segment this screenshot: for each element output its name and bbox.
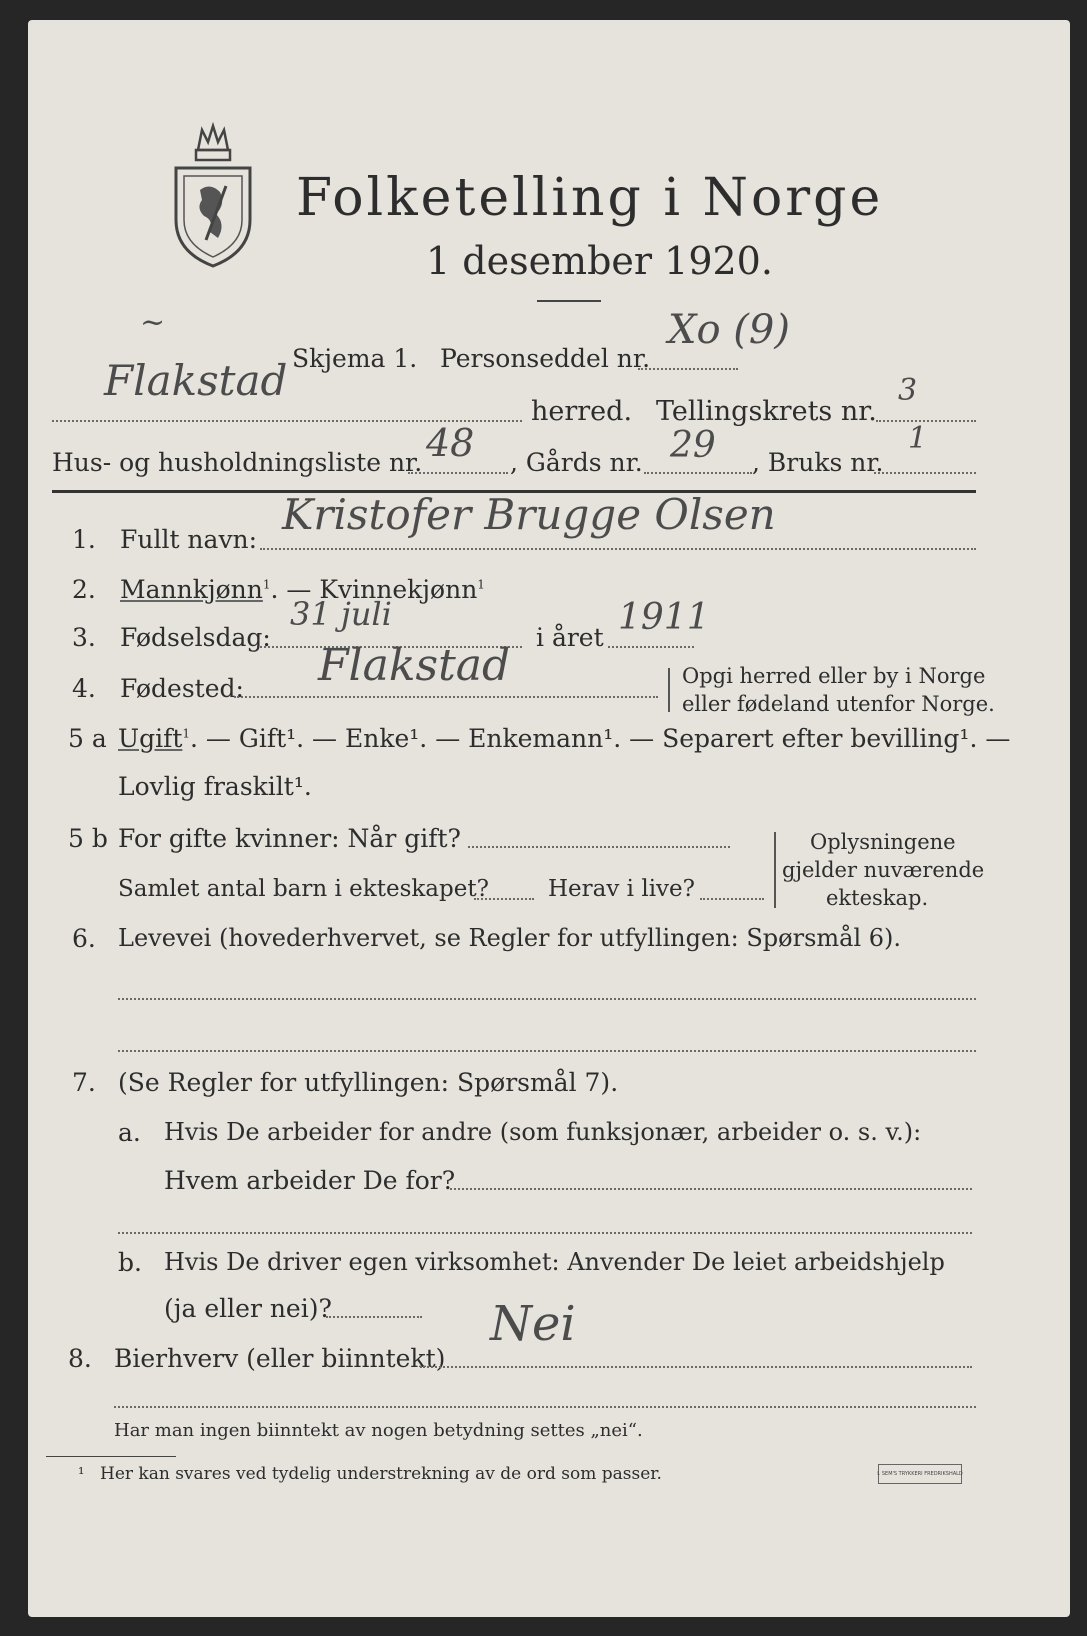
gards-line (644, 472, 752, 474)
bruks-label: , Bruks nr. (752, 448, 884, 477)
census-date: 1 desember 1920. (426, 239, 773, 283)
q8-number: 8. (68, 1344, 92, 1373)
dash-mark: ~ (140, 305, 166, 340)
q4-value: Flakstad (318, 640, 511, 691)
hus-label: Hus- og husholdningsliste nr. (52, 448, 423, 477)
q1-number: 1. (72, 525, 96, 554)
title-rule (537, 300, 601, 302)
footnote-rule (46, 1456, 176, 1457)
skjema-label: Skjema 1. (292, 344, 418, 373)
gards-label: , Gårds nr. (510, 448, 643, 477)
q2-number: 2. (72, 575, 96, 604)
q5a-options: Ugift$^1$. — Gift¹. — Enke¹. — Enkemann¹. — Separert efter bevilling¹. — (118, 724, 1011, 753)
q2-female: Kvinnekjønn (319, 575, 478, 604)
personseddel-line (638, 368, 738, 370)
coat-of-arms-icon (170, 120, 256, 270)
q5b-label: For gifte kvinner: Når gift? (118, 824, 461, 853)
census-form (28, 20, 1070, 1617)
q4-number: 4. (72, 674, 96, 703)
q4-note-brace (668, 668, 674, 712)
herred-value: Flakstad (104, 356, 288, 405)
hus-value: 48 (426, 421, 475, 465)
q7-label: (Se Regler for utfyllingen: Spørsmål 7). (118, 1068, 619, 1097)
q4-note-line1: Opgi herred eller by i Norge (682, 664, 986, 688)
q4-note-line2: eller fødeland utenfor Norge. (682, 692, 995, 716)
q7b-number: b. (118, 1248, 142, 1277)
q6-line2 (118, 1050, 976, 1052)
q5a-other-options: . — Gift¹. — Enke¹. — Enkemann¹. — Separert efter bevilling¹. — (190, 724, 1011, 753)
q7a-sub: Hvem arbeider De for? (164, 1166, 456, 1195)
hus-line (408, 472, 508, 474)
q3-number: 3. (72, 623, 96, 652)
herred-label: herred. (531, 396, 633, 427)
tellingskrets-value: 3 (898, 373, 918, 408)
q8-value: Nei (490, 1296, 576, 1352)
q7a-number: a. (118, 1118, 141, 1147)
q8-line (420, 1366, 972, 1368)
q1-label: Fullt navn: (120, 525, 258, 554)
q2-options: Mannkjønn$^1$. — Kvinnekjønn$^1$ (120, 575, 485, 604)
bruks-line (874, 472, 976, 474)
q3-year-value: 1911 (618, 597, 710, 638)
q7b-label: Hvis De driver egen virksomhet: Anvender De leiet arbeidshjelp (164, 1248, 945, 1276)
final-line (114, 1406, 976, 1408)
q5b-live-line (700, 898, 764, 900)
printer-label: I. SEM'S TRYKKERI FREDRIKSHALD (877, 1471, 963, 1477)
q3-year-label: i året (536, 623, 604, 652)
q7-number: 7. (72, 1068, 96, 1097)
printer-stamp (878, 1464, 962, 1484)
q7b-sub: (ja eller nei)? (164, 1294, 332, 1323)
q6-number: 6. (72, 924, 96, 953)
q3-label: Fødselsdag: (120, 623, 271, 652)
personseddel-value: Xo (9) (668, 307, 790, 353)
q5b-gift-line (468, 846, 730, 848)
q1-value: Kristofer Brugge Olsen (282, 490, 776, 539)
q5b-barn-label: Samlet antal barn i ekteskapet? (118, 876, 489, 902)
footnote-mark: ¹ (78, 1464, 85, 1483)
q7a-line1 (450, 1188, 972, 1190)
q7a-label: Hvis De arbeider for andre (som funksjonær, arbeider o. s. v.): (164, 1118, 922, 1146)
q2-separator: . — (270, 575, 320, 604)
gards-value: 29 (670, 425, 716, 466)
q5a-line2: Lovlig fraskilt¹. (118, 772, 312, 801)
q6-label: Levevei (hovederhvervet, se Regler for utfyllingen: Spørsmål 6). (118, 924, 902, 952)
personseddel-label: Personseddel nr. (440, 344, 651, 373)
bruks-value: 1 (908, 421, 928, 456)
q4-line (234, 696, 658, 698)
footer-note: Har man ingen biinntekt av nogen betydning settes „nei“. (114, 1420, 643, 1441)
q5b-note-line2: gjelder nuværende (782, 858, 985, 882)
q7a-line2 (118, 1232, 972, 1234)
q3-year-line (608, 646, 694, 648)
q5b-note-line1: Oplysningene (810, 830, 956, 854)
q8-label: Bierhverv (eller biinntekt) (114, 1344, 446, 1373)
q5b-note-line3: ekteskap. (826, 886, 929, 910)
page-title: Folketelling i Norge (296, 168, 884, 228)
q1-line (260, 548, 976, 550)
q5a-ugift: Ugift (118, 724, 183, 753)
footnote-text: Her kan svares ved tydelig understrekning av de ord som passer. (100, 1464, 662, 1484)
q5b-number: 5 b (68, 824, 108, 853)
q2-male: Mannkjønn (120, 575, 263, 604)
q4-label: Fødested: (120, 674, 244, 703)
q5b-note-brace (774, 832, 780, 908)
q6-line1 (118, 998, 976, 1000)
q5a-number: 5 a (68, 724, 107, 753)
q7b-line (326, 1316, 422, 1318)
q5b-live-label: Herav i live? (548, 876, 695, 902)
q5b-barn-line (474, 898, 534, 900)
q3-value: 31 juli (290, 595, 392, 633)
tellingskrets-label: Tellingskrets nr. (656, 396, 877, 427)
